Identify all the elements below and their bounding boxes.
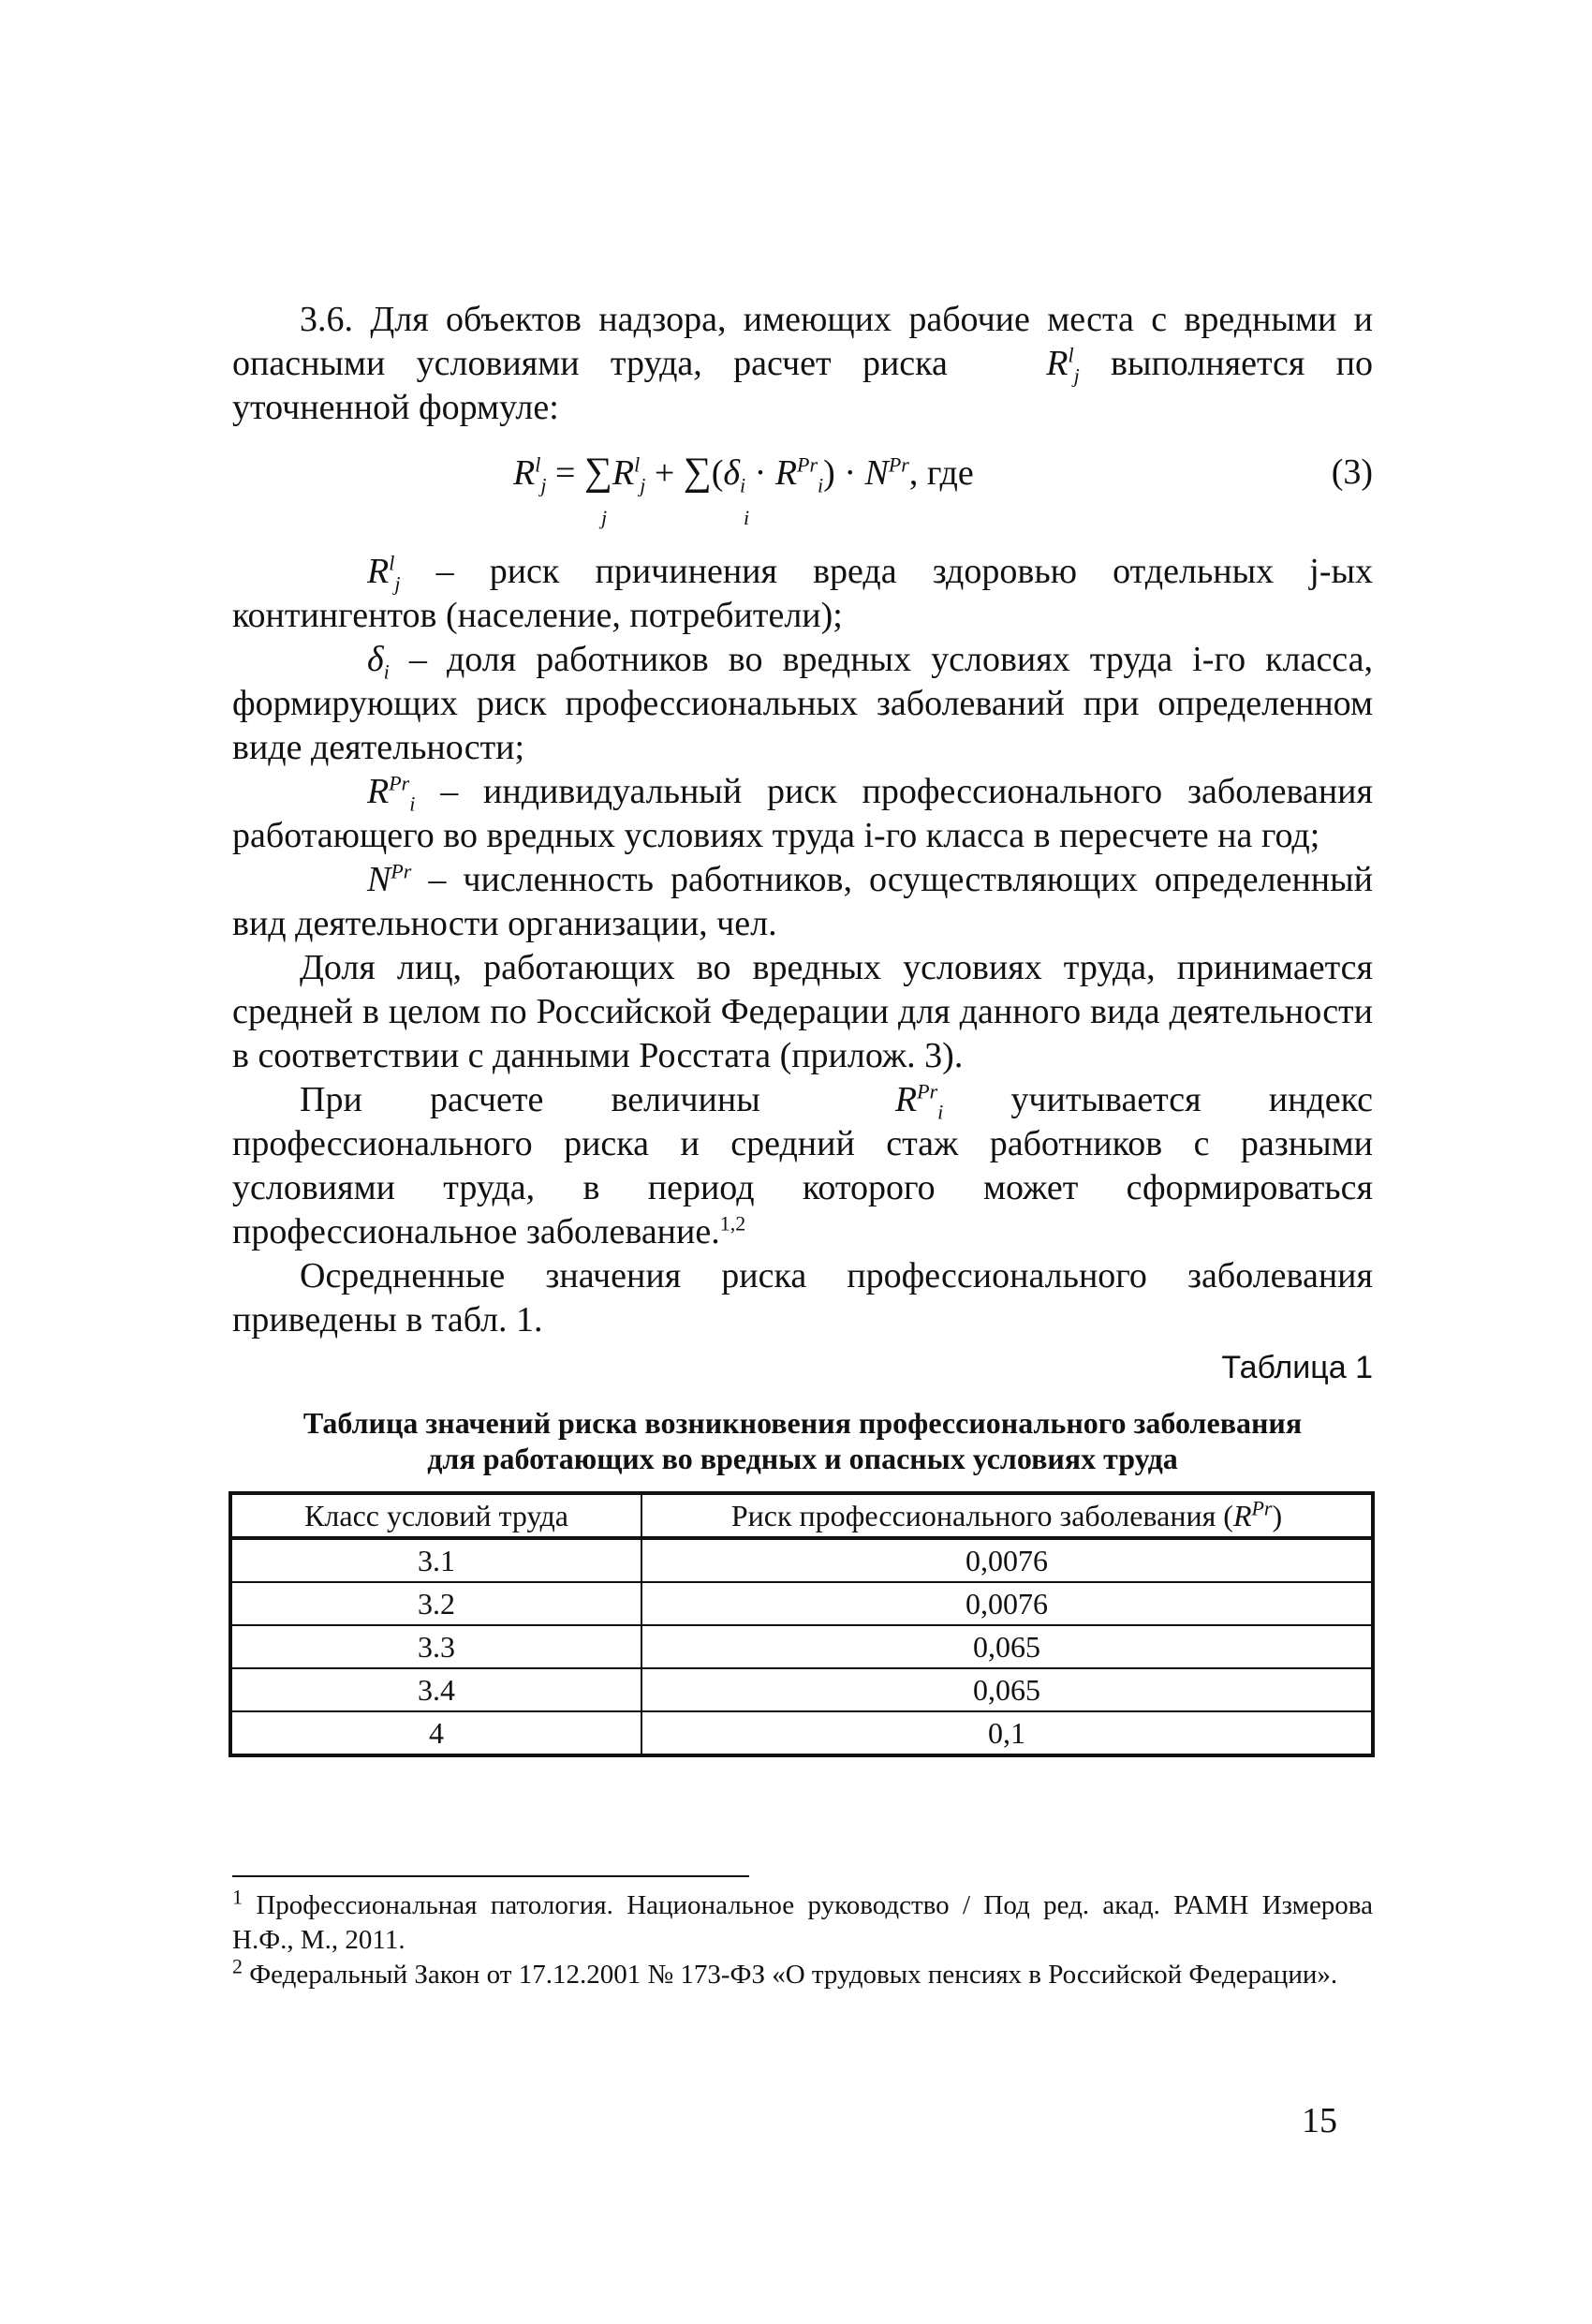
- table-title: Таблица значений риска возникновения профессионального заболевания для работающих во вредных и опасных условиях труда: [302, 1406, 1303, 1475]
- definition-n-pr: $N^{Pr}$ – численность работников, осуществляющих определенный вид деятельности организации, чел.: [232, 859, 1374, 943]
- formula-3: [232, 443, 1373, 533]
- paragraph-calculation: При расчете величины $R^{Pr}_i$ учитывается индекс профессионального риска и средний стаж работников с разными условиями труда, в период которого может сформироваться профессиональное заболевание.$^{1,2}$: [232, 1079, 1374, 1251]
- table-label: Таблица 1: [1221, 1350, 1373, 1385]
- definition-r-j-text: – риск причинения вреда здоровью отдельных j-ых контингентов (население, потребители);: [232, 552, 1374, 635]
- formula-number: (3): [1331, 452, 1373, 492]
- sum-index-j: j: [601, 506, 608, 529]
- header-risk: Риск профессионального заболевания $(R^{Pr})$: [641, 1493, 1373, 1538]
- paragraph-3-6: [232, 298, 1373, 430]
- header-class: Класс условий труда: [230, 1493, 641, 1538]
- definition-n-pr-text: – численность работников, осуществляющих определенный вид деятельности организации, чел.: [232, 860, 1374, 943]
- sum-index-i: i: [744, 506, 750, 529]
- definition-delta-text: – доля работников во вредных условиях труда i-го класса, формирующих риск профессиональных заболеваний при определенном виде деятельности;: [232, 640, 1374, 767]
- symbol-r-j-l: $R^l_j$: [1046, 343, 1080, 388]
- footnote-refs: 1,2: [719, 1211, 746, 1236]
- page-number: 15: [1302, 2101, 1337, 2140]
- paragraph-3-6-tail: выполняется по уточненной формуле:: [232, 344, 1374, 427]
- formula-expression: $R^l_j = \sum R^l_j + \sum(\delta_i \cdot R^{Pr}_i) \cdot N^{Pr}$, где: [513, 451, 974, 497]
- risk-table: [228, 1491, 1375, 1757]
- definition-delta: $\delta_i$ – доля работников во вредных условиях труда i-го класса, формирующих риск профессиональных заболеваний при определенном виде деятельности;: [232, 640, 1374, 767]
- footnote-1: $^1$ Профессиональная патология. Национальное руководство / Под ред. акад. РАМН Измерова Н.Ф., М., 2011.: [232, 1885, 1373, 1955]
- paragraph-3-6-lead: 3.6. Для объектов надзора, имеющих рабочие места с вредными и опасными условиями труда, расчет риска: [232, 300, 1373, 383]
- definition-r-pr-text: – индивидуальный риск профессионального заболевания работающего во вредных условиях труда i-го класса в пересчете на год;: [232, 772, 1373, 855]
- sum-sign-i: ∑: [683, 451, 712, 494]
- paragraph-average: Осредненные значения риска профессионального заболевания приведены в табл. 1.: [232, 1256, 1373, 1340]
- definition-r-j: $R^l_j$ – риск причинения вреда здоровью отдельных j-ых контингентов (население, потребители);: [232, 551, 1374, 635]
- footnotes: [232, 1885, 1373, 1992]
- table-row: 3.2 0,0076: [230, 1582, 1373, 1625]
- footnote-2: $^2$ Федеральный Закон от 17.12.2001 № 173-ФЗ «О трудовых пенсиях в Российской Федерации».: [232, 1954, 1338, 1990]
- sum-sign-j: ∑: [583, 451, 612, 494]
- definition-r-pr: $R^{Pr}_i$ – индивидуальный риск профессионального заболевания работающего во вредных условиях труда i-го класса в пересчете на год;: [232, 771, 1373, 855]
- paragraph-share: Доля лиц, работающих во вредных условиях труда, принимается средней в целом по Российской Федерации для данного вида деятельности в соответствии с данными Росстата (прилож. 3).: [232, 948, 1373, 1075]
- table-header-row: [230, 1493, 1373, 1538]
- table-row: 3.1 0,0076: [230, 1538, 1373, 1582]
- table-row: 3.4 0,065: [230, 1668, 1373, 1711]
- body-text: [232, 298, 1373, 1476]
- table-row: 3.3 0,065: [230, 1625, 1373, 1668]
- footnote-separator: [232, 1875, 749, 1877]
- table-row: 4 0,1: [230, 1711, 1373, 1755]
